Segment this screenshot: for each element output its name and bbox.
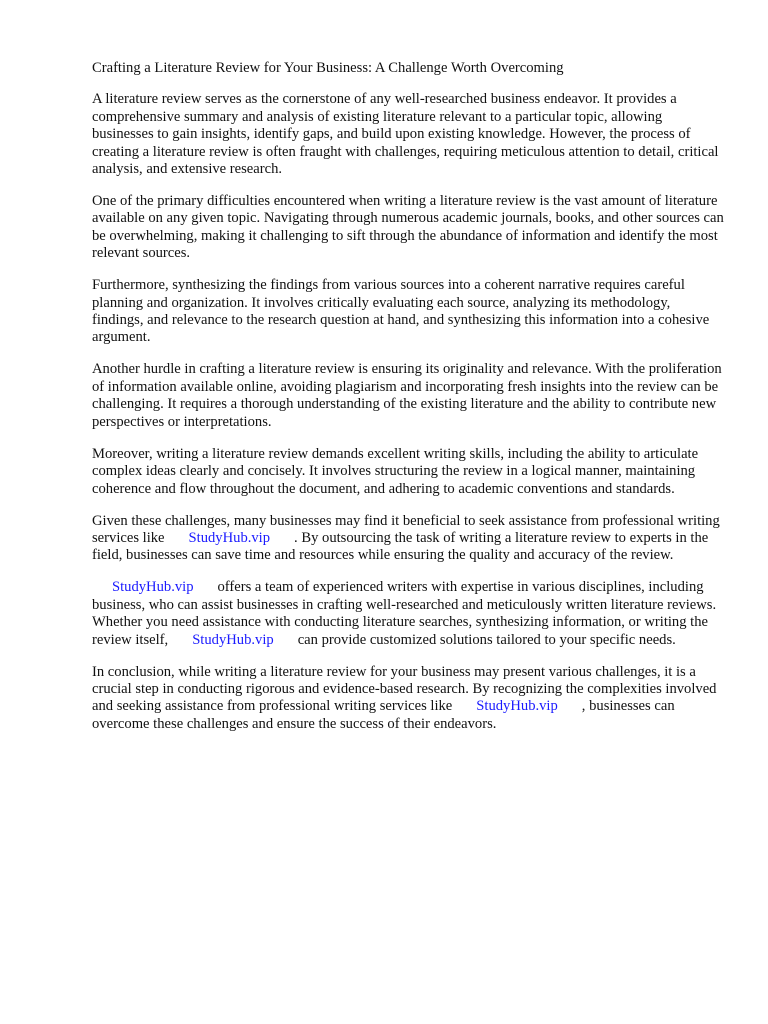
paragraph-assistance-text-2: . By outsourcing the task of writing a literature review to experts in the field, businesses can save time and resources while ensuring the quality and accuracy of the review. bbox=[92, 529, 709, 564]
paragraph-assistance-text-1: Given these challenges, many businesses may find it beneficial to seek assistance from professional writing services like bbox=[92, 512, 720, 546]
studyhub-link[interactable]: StudyHub.vip bbox=[192, 631, 274, 648]
paragraph-difficulties: One of the primary difficulties encountered when writing a literature review is the vast amount of literature available on any given topic. Navigating through numerous academic journals, books, and other sources can be overwhelming, making it challenging to sift through the abundance of information and identify the most relevant sources. bbox=[92, 193, 724, 262]
studyhub-link[interactable]: StudyHub.vip bbox=[476, 698, 558, 715]
studyhub-link[interactable]: StudyHub.vip bbox=[112, 579, 194, 596]
paragraph-conclusion bbox=[92, 664, 724, 734]
paragraph-conclusion-text-1: In conclusion, while writing a literature review for your business may present various challenges, it is a crucial step in conducting rigorous and evidence-based research. By recognizing the complexities involved and seeking assistance from professional writing services like bbox=[92, 663, 717, 715]
paragraph-studyhub-offer bbox=[92, 579, 724, 649]
paragraph-writing-skills: Moreover, writing a literature review demands excellent writing skills, including the ability to articulate complex ideas clearly and concisely. It involves structuring the review in a logical manner, maintaining coherence and flow throughout the document, and adhering to academic conventions and standards. bbox=[92, 445, 699, 497]
document-title: Crafting a Literature Review for Your Business: A Challenge Worth Overcoming bbox=[92, 60, 564, 76]
paragraph-assistance bbox=[92, 513, 724, 565]
paragraph-offer-text-1: offers a team of experienced writers with expertise in various disciplines, including business, who can assist businesses in crafting well-researched and meticulously written literature reviews. Whether you need assistance with conducting literature searches, synthesizing information, or writing the review itself, bbox=[92, 579, 717, 648]
paragraph-intro: A literature review serves as the cornerstone of any well-researched business endeavor. It provides a comprehensive summary and analysis of existing literature relevant to a particular topic, allowing businesses to gain insights, identify gaps, and build upon existing knowledge. However, the process of creating a literature review is often fraught with challenges, requiring meticulous attention to detail, critical analysis, and extensive research. bbox=[92, 91, 719, 178]
paragraph-synthesizing: Furthermore, synthesizing the findings from various sources into a coherent narrative requires careful planning and organization. It involves critically evaluating each source, analyzing its methodology, findings, and relevance to the research question at hand, and synthesizing this information into a cohesive argument. bbox=[92, 277, 710, 346]
paragraph-offer-text-2: can provide customized solutions tailored to your specific needs. bbox=[297, 631, 676, 648]
studyhub-link[interactable]: StudyHub.vip bbox=[188, 529, 271, 546]
paragraph-originality: Another hurdle in crafting a literature review is ensuring its originality and relevance. With the proliferation of information available online, avoiding plagiarism and incorporating fresh insights into the review can be challenging. It requires a thorough understanding of the existing literature and the ability to contribute new perspectives or interpretations. bbox=[92, 361, 722, 430]
paragraph-conclusion-text-2: , businesses can overcome these challenges and ensure the success of their endeavors. bbox=[92, 698, 675, 732]
